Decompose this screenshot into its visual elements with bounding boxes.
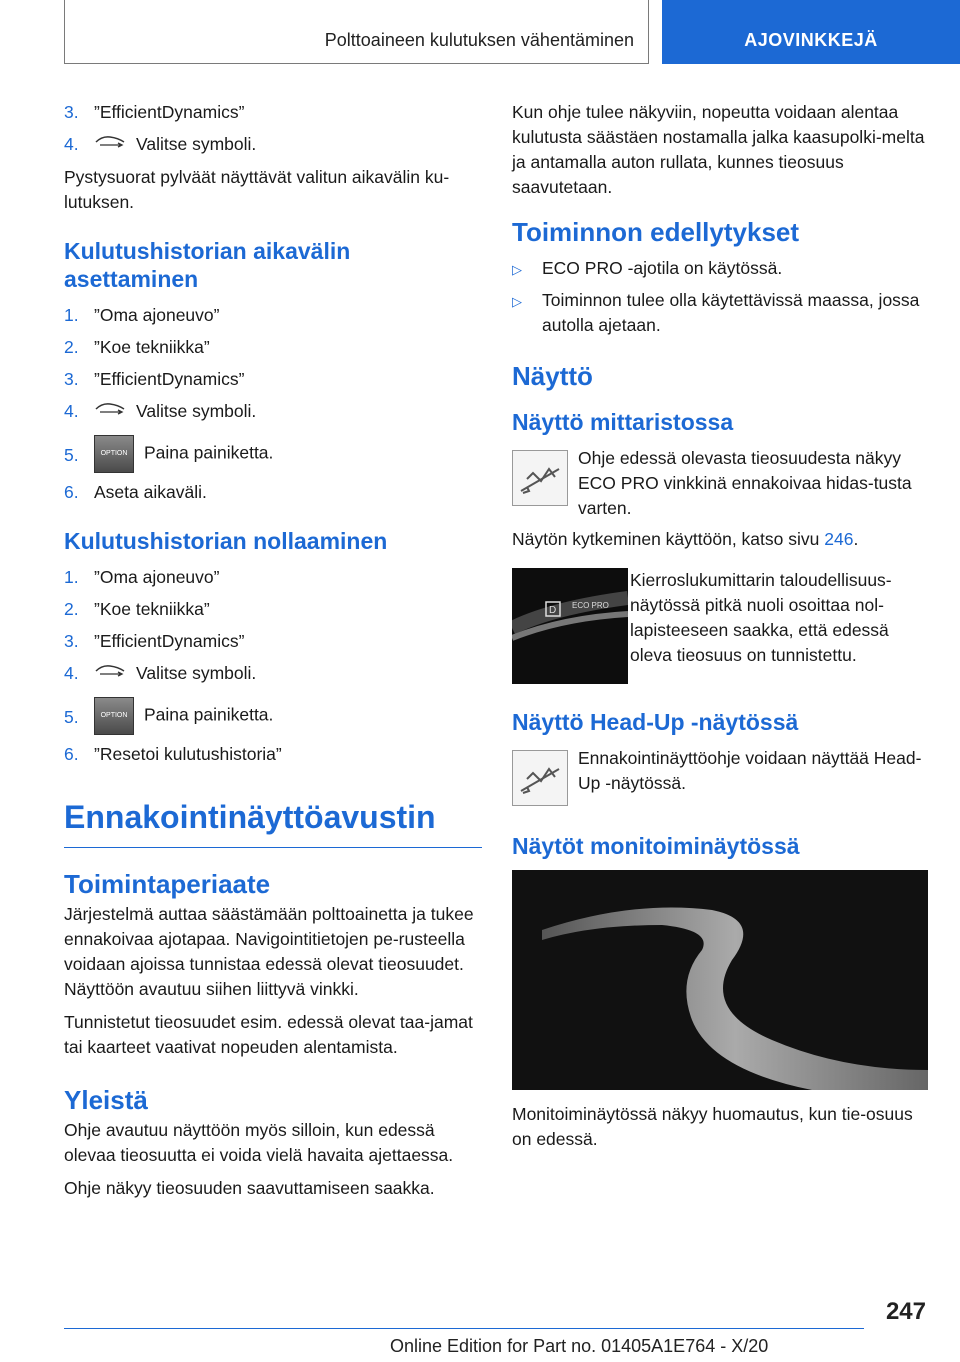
list-item <box>64 399 482 425</box>
item-number: 5. <box>64 444 79 465</box>
item-text: ”Resetoi kulutushistoria” <box>94 743 282 764</box>
hud-text: Ennakointinäyttöohje voidaan näyttää Head-Up -näytössä. <box>578 748 922 793</box>
heading-cid: Näytöt monitoiminäytössä <box>512 833 800 859</box>
item-text: Valitse symboli. <box>136 134 257 154</box>
item-text: ”Koe tekniikka” <box>94 598 210 619</box>
item-number: 6. <box>64 743 79 764</box>
eco-pro-tip-icon <box>512 450 568 506</box>
list-item <box>64 480 482 505</box>
list-item <box>64 303 482 328</box>
paragraph: Pystysuorat pylväät näyttävät valitun aikavälin ku-lutuksen. <box>64 166 450 212</box>
cluster-text: Ohje edessä olevasta tieosuudesta näkyy ECO PRO vinkkinä ennakoivaa hidas-tusta varten. <box>578 448 912 518</box>
item-text: Valitse symboli. <box>136 400 257 421</box>
rev-counter-note <box>512 568 930 686</box>
eco-pro-tip-icon <box>512 750 568 806</box>
item-number: 3. <box>64 630 79 651</box>
footer-divider <box>64 1328 864 1329</box>
rev-counter-image <box>512 568 628 684</box>
item-number: 2. <box>64 336 79 357</box>
list-item <box>64 565 482 590</box>
car-road-icon <box>94 400 128 425</box>
paragraph: Monitoiminäytössä näkyy huomautus, kun tie-osuus on edessä. <box>512 1104 913 1149</box>
hud-note <box>512 746 930 806</box>
item-number: 3. <box>64 102 79 122</box>
bullet-triangle-icon: ▷ <box>512 294 522 309</box>
cluster-note <box>512 446 930 521</box>
list-item <box>64 367 482 392</box>
heading-cluster: Näyttö mittaristossa <box>512 409 734 435</box>
car-road-icon <box>94 662 128 687</box>
list-item <box>64 335 482 360</box>
paragraph: Kun ohje tulee näkyviin, nopeutta voidaan alentaa kulutusta säästäen nostamalla jalka kaasupolki-melta ja antamalla auton rullata, kunnes tieosuus saavutetaan. <box>512 102 925 197</box>
item-text: Valitse symboli. <box>136 662 257 683</box>
item-text: ECO PRO -ajotila on käytössä. <box>542 258 783 278</box>
chapter-title: AJOVINKKEJÄ <box>744 30 878 50</box>
paragraph: Näytön kytkeminen käyttöön, katso sivu 246. <box>512 529 859 549</box>
item-text: Paina painiketta. <box>144 442 274 463</box>
item-text: ”EfficientDynamics” <box>94 630 245 651</box>
chapter-tab <box>662 0 960 64</box>
paragraph: Ohje avautuu näyttöön myös silloin, kun edessä olevaa tieosuutta ei voida vielä havaita ajettaessa. <box>64 1119 454 1165</box>
item-text: ”Koe tekniikka” <box>94 336 210 357</box>
right-column <box>512 100 930 1160</box>
heading-hud: Näyttö Head-Up -näytössä <box>512 709 799 735</box>
item-number: 1. <box>64 304 79 325</box>
footer-edition: Online Edition for Part no. 01405A1E764 - X/20 <box>390 1336 769 1356</box>
gauge-gear-label: D <box>549 605 557 616</box>
item-text: ”EfficientDynamics” <box>94 102 245 122</box>
bullet-triangle-icon: ▷ <box>512 262 522 277</box>
item-text: Paina painiketta. <box>144 704 274 725</box>
item-number: 4. <box>64 400 79 421</box>
heading-general: Yleistä <box>64 1084 148 1115</box>
car-road-icon <box>94 133 128 158</box>
section-title: Polttoaineen kulutuksen vähentäminen <box>324 30 634 50</box>
item-number: 6. <box>64 481 79 502</box>
bullet-item <box>512 256 930 281</box>
paragraph: Tunnistetut tieosuudet esim. edessä olevat taa-jamat tai kaarteet vaativat nopeuden alentamista. <box>64 1011 473 1057</box>
paragraph: Ohje näkyy tieosuuden saavuttamiseen saakka. <box>64 1177 435 1198</box>
section-header-box <box>64 0 649 64</box>
page-number: 247 <box>885 1298 926 1325</box>
main-heading: Ennakointinäyttöavustin <box>64 797 482 848</box>
item-number: 2. <box>64 598 79 619</box>
option-button[interactable]: OPTION <box>94 697 134 735</box>
list-item <box>64 629 482 654</box>
heading-principle: Toimintaperiaate <box>64 868 271 899</box>
rev-counter-text: Kierroslukumittarin taloudellisuus-näytössä pitkä nuoli osoittaa nol-lapisteeseen saakka, että edessä oleva tieosuus on tunnistettu. <box>630 570 892 665</box>
list-item <box>64 435 482 473</box>
bullet-item <box>512 288 930 338</box>
heading-requirements: Toiminnon edellytykset <box>512 217 800 247</box>
item-number: 4. <box>64 662 79 683</box>
page-link[interactable]: 246 <box>824 529 854 549</box>
heading-reset: Kulutushistorian nollaaminen <box>64 527 388 554</box>
list-item <box>64 661 482 687</box>
item-text: ”EfficientDynamics” <box>94 368 245 389</box>
cid-road-image <box>512 870 928 1090</box>
item-text: ”Oma ajoneuvo” <box>94 304 220 325</box>
item-text: ”Oma ajoneuvo” <box>94 566 220 587</box>
heading-display: Näyttö <box>512 361 593 391</box>
item-text: Toiminnon tulee olla käytettävissä maassa, jossa autolla ajetaan. <box>542 290 920 335</box>
list-item <box>64 697 482 735</box>
item-number: 1. <box>64 566 79 587</box>
item-number: 3. <box>64 368 79 389</box>
page-header <box>0 0 960 66</box>
list-item <box>64 100 482 125</box>
item-number: 5. <box>64 706 79 727</box>
list-item <box>64 132 482 158</box>
activate-text: Näytön kytkeminen käyttöön, katso sivu <box>512 529 825 549</box>
left-column <box>64 100 482 1209</box>
heading-set-interval: Kulutushistorian aikavälin asettaminen <box>64 237 351 292</box>
item-number: 4. <box>64 134 79 154</box>
paragraph: Järjestelmä auttaa säästämään polttoainetta ja tukee ennakoivaa ajotapaa. Navigointitietojen pe-rusteella voidaan ajoissa tunnistaa edessä olevat tieosuudet. Näyttöön avautuu siihen liittyvä vinkki. <box>64 903 474 999</box>
item-text: Aseta aikaväli. <box>94 481 207 502</box>
option-button[interactable]: OPTION <box>94 435 134 473</box>
list-item <box>64 742 482 767</box>
list-item <box>64 597 482 622</box>
gauge-eco-label: ECO PRO <box>572 601 609 610</box>
